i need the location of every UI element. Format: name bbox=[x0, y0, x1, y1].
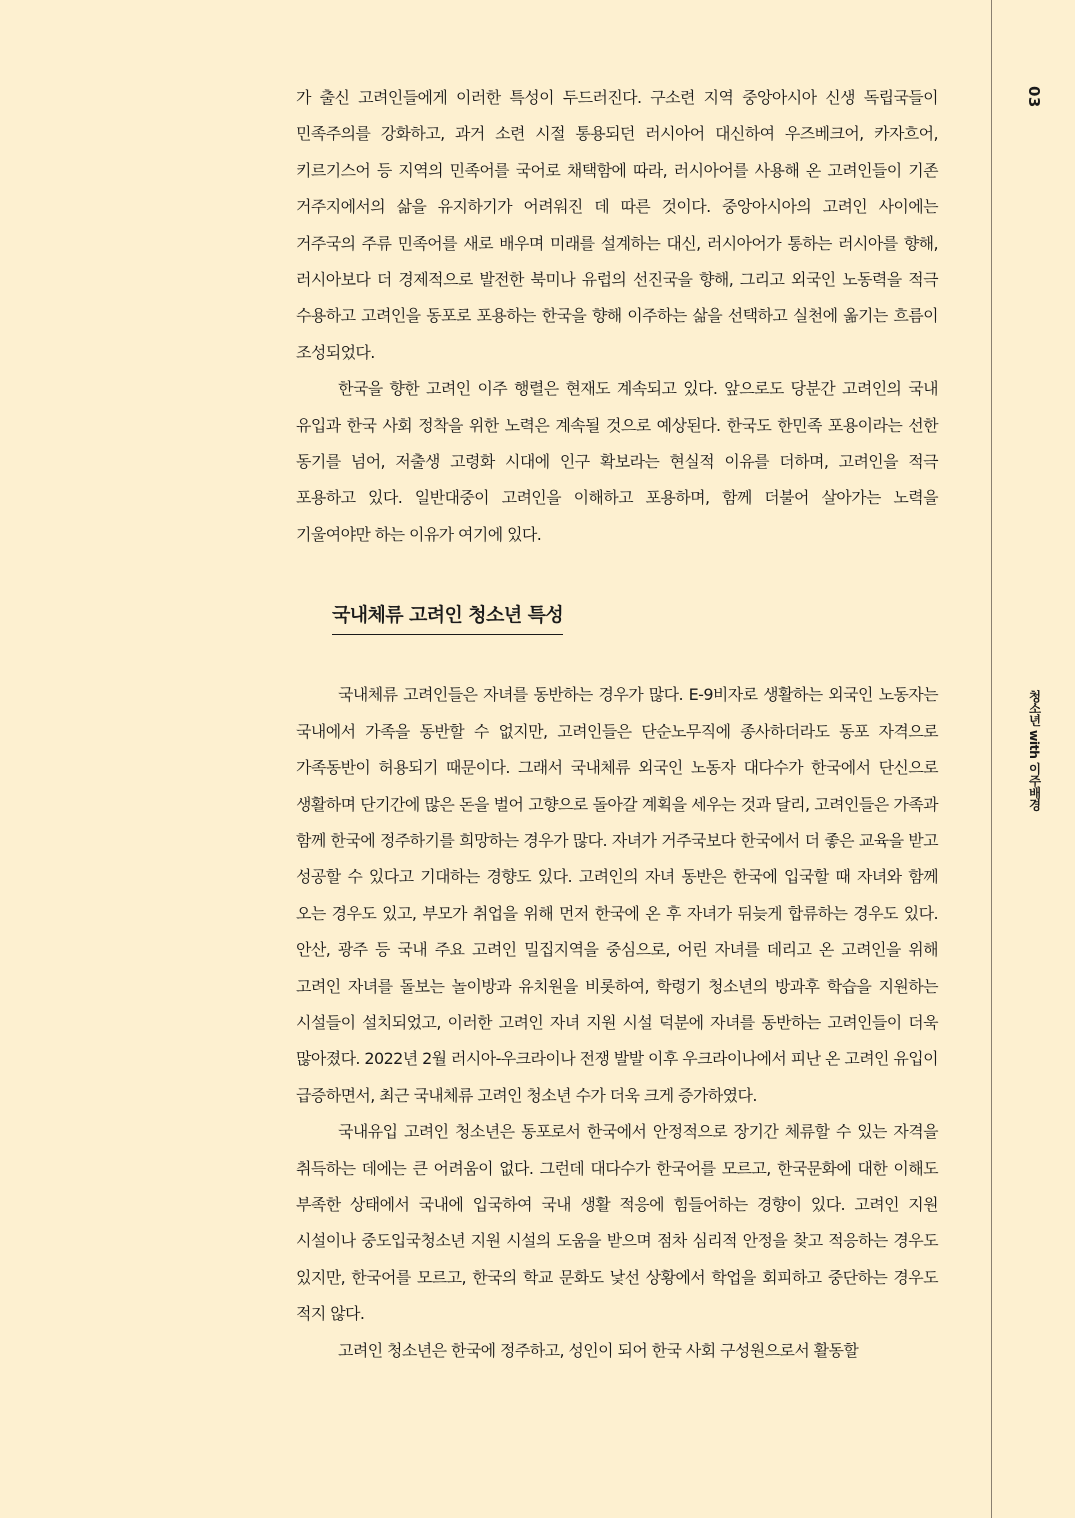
body-paragraph-1: 가 출신 고려인들에게 이러한 특성이 두드러진다. 구소련 지역 중앙아시아 신생 독립국들이 민족주의를 강화하고, 과거 소련 시절 통용되던 러시아어 대신하여 우즈베크어, 카자흐어, 키르기스어 등 지역의 민족어를 국어로 채택함에 따라, 러시아어를 사용해 온 고려인들이 기존 거주지에서의 삶을 유지하기가 어려워진 데 따른 것이다. 중앙아시아의 고려인 사이에는 거주국의 주류 민족어를 새로 배우며 미래를 설계하는 대신, 러시아어가 통하는 러시아를 향해, 러시아보다 더 경제적으로 발전한 북미나 유럽의 선진국을 향해, 그리고 외국인 노동력을 적극 수용하고 고려인을 동포로 포용하는 한국을 향해 이주하는 삶을 선택하고 실천에 옮기는 흐름이 조성되었다. bbox=[296, 88, 938, 362]
running-title: 청소년 with 이주배경 bbox=[1027, 690, 1042, 811]
section-heading-wrapper bbox=[296, 553, 938, 677]
sidebar-divider-line bbox=[991, 0, 992, 1518]
body-paragraph-2: 한국을 향한 고려인 이주 행렬은 현재도 계속되고 있다. 앞으로도 당분간 고려인의 국내 유입과 한국 사회 정착을 위한 노력은 계속될 것으로 예상된다. 한국도 한민족 포용이라는 선한 동기를 넘어, 저출생 고령화 시대에 인구 확보라는 현실적 이유를 더하며, 고려인을 적극 포용하고 있다. 일반대중이 고려인을 이해하고 포용하며, 함께 더불어 살아가는 노력을 기울여야만 하는 이유가 여기에 있다. bbox=[296, 379, 938, 544]
section-heading: 국내체류 고려인 청소년 특성 bbox=[332, 601, 563, 635]
body-paragraph-5: 고려인 청소년은 한국에 정주하고, 성인이 되어 한국 사회 구성원으로서 활동할 bbox=[338, 1340, 859, 1360]
body-text-column bbox=[296, 80, 938, 1369]
body-paragraph-3: 국내체류 고려인들은 자녀를 동반하는 경우가 많다. E-9비자로 생활하는 외국인 노동자는 국내에서 가족을 동반할 수 없지만, 고려인들은 단순노무직에 종사하더라도 동포 자격으로 가족동반이 허용되기 때문이다. 그래서 국내체류 외국인 노동자 대다수가 한국에서 단신으로 생활하며 단기간에 많은 돈을 벌어 고향으로 돌아갈 계획을 세우는 것과 달리, 고려인들은 가족과 함께 한국에 정주하기를 희망하는 경우가 많다. 자녀가 거주국보다 한국에서 더 좋은 교육을 받고 성공할 수 있다고 기대하는 경향도 있다. 고려인의 자녀 동반은 한국에 입국할 때 자녀와 함께 오는 경우도 있고, 부모가 취업을 위해 먼저 한국에 온 후 자녀가 뒤늦게 합류하는 경우도 있다. 안산, 광주 등 국내 주요 고려인 밀집지역을 중심으로, 어린 자녀를 데리고 온 고려인을 위해 고려인 자녀를 돌보는 놀이방과 유치원을 비롯하여, 학령기 청소년의 방과후 학습을 지원하는 시설들이 설치되었고, 이러한 고려인 자녀 지원 시설 덕분에 자녀를 동반하는 고려인들이 더욱 많아졌다. 2022년 2월 러시아-우크라이나 전쟁 발발 이후 우크라이나에서 피난 온 고려인 유입이 급증하면서, 최근 국내체류 고려인 청소년 수가 더욱 크게 증가하였다. bbox=[296, 685, 938, 1105]
page-number: 03 bbox=[1025, 86, 1043, 108]
body-paragraph-4: 국내유입 고려인 청소년은 동포로서 한국에서 안정적으로 장기간 체류할 수 있는 자격을 취득하는 데에는 큰 어려움이 없다. 그런데 대다수가 한국어를 모르고, 한국문화에 대한 이해도 부족한 상태에서 국내에 입국하여 국내 생활 적응에 힘들어하는 경향이 있다. 고려인 지원 시설이나 중도입국청소년 지원 시설의 도움을 받으며 점차 심리적 안정을 찾고 적응하는 경우도 있지만, 한국어를 모르고, 한국의 학교 문화도 낯선 상황에서 학업을 회피하고 중단하는 경우도 적지 않다. bbox=[296, 1122, 938, 1324]
